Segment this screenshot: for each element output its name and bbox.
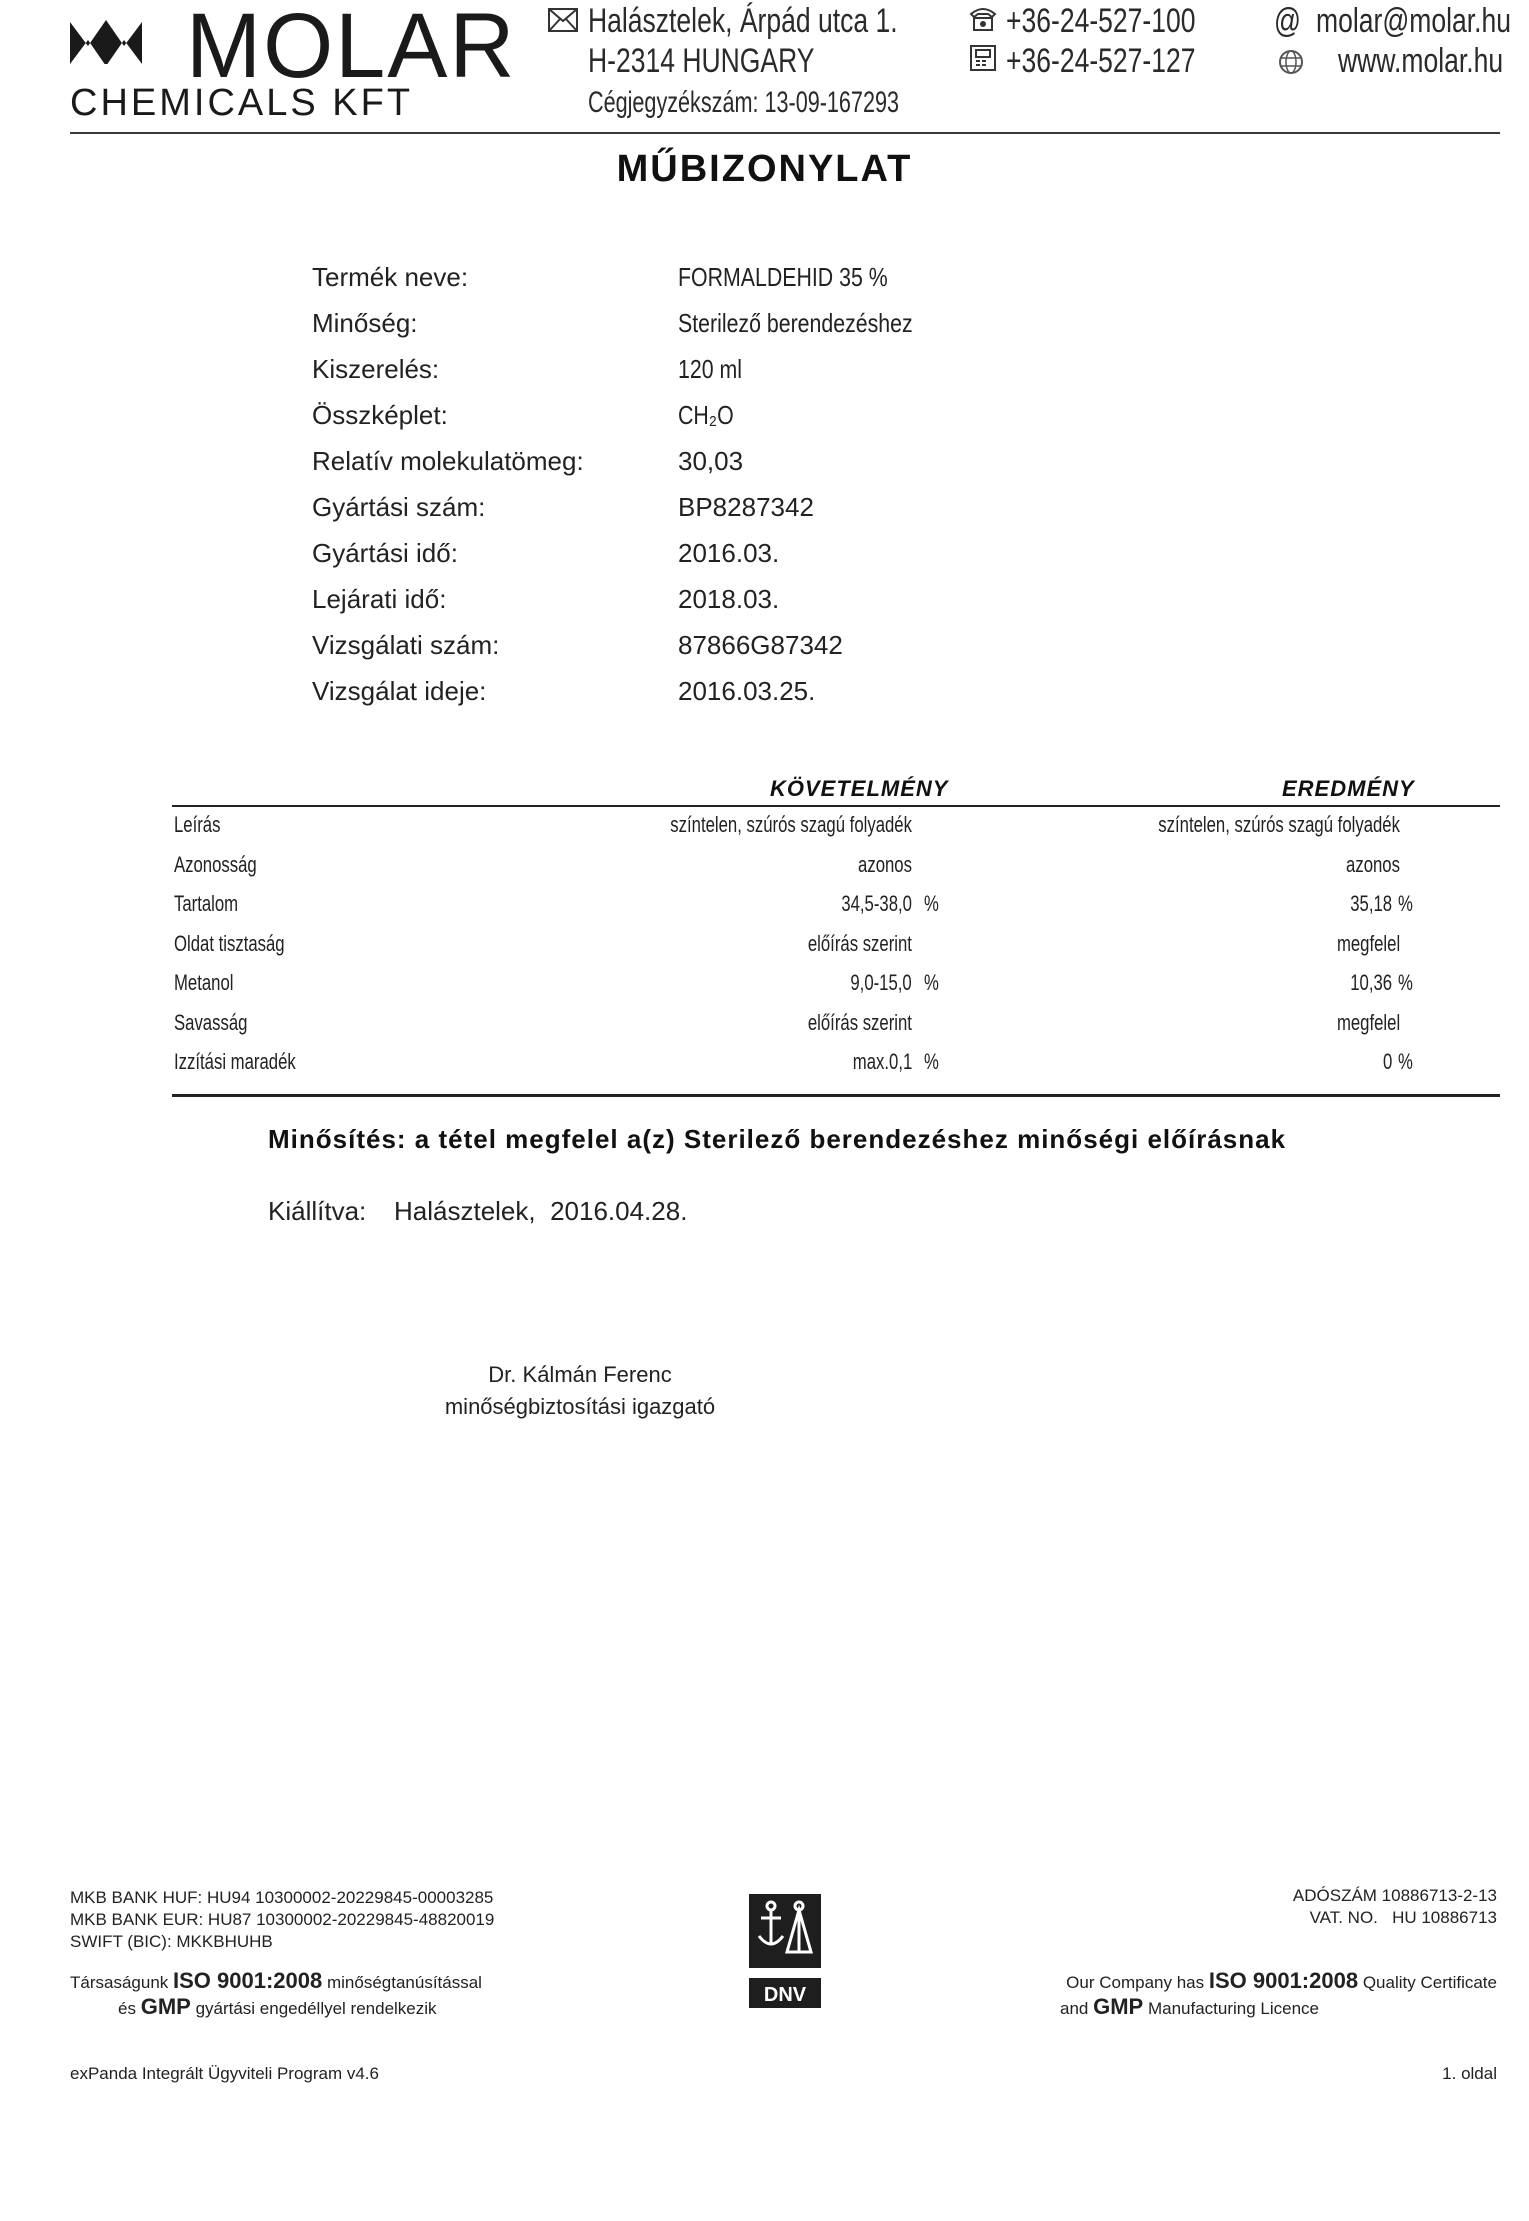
address-line-1: Halásztelek, Árpád utca 1. [588, 2, 898, 40]
row-result: 0 [1382, 1049, 1392, 1074]
table-bottom-rule [172, 1094, 1500, 1097]
row-result: megfelel [1336, 1010, 1400, 1035]
gmp-statement-hu [118, 1994, 437, 2020]
test-date-value: 2016.03.25. [678, 676, 816, 706]
email-address[interactable]: molar@molar.hu [1316, 2, 1511, 40]
tax-id: ADÓSZÁM 10886713-2-13 [1292, 1886, 1497, 1905]
row-requirement: 34,5-38,0 [841, 891, 912, 916]
phone-number: +36-24-527-100 [1006, 2, 1196, 40]
envelope-icon [548, 6, 578, 34]
iso-hu-pre: Társaságunk [70, 1973, 169, 1992]
company-logo-name: MOLAR [186, 0, 517, 97]
row-name: Tartalom [174, 891, 239, 916]
row-name: Leírás [174, 812, 221, 837]
row-result: megfelel [1336, 931, 1400, 956]
row-result-unit: % [1398, 891, 1413, 916]
row-name: Savasság [174, 1010, 248, 1035]
product-name-value: FORMALDEHID 35 % [678, 262, 888, 292]
production-date-label: Gyártási idő: [312, 538, 458, 568]
dnv-mark-text: DNV [763, 1984, 807, 2006]
company-logo-subname: CHEMICALS KFT [70, 82, 414, 124]
iso-hu-post: minőségtanúsítással [326, 1973, 482, 1992]
row-requirement: előírás szerint [807, 1010, 912, 1035]
row-result: 10,36 [1350, 970, 1392, 995]
molecular-weight-value: 30,03 [678, 446, 744, 476]
row-name: Oldat tisztaság [174, 931, 285, 956]
batch-number-value: BP8287342 [678, 492, 814, 522]
expiry-date-value: 2018.03. [678, 584, 780, 614]
row-requirement: azonos [858, 852, 912, 877]
row-name: Azonosság [174, 852, 257, 877]
product-name-label: Termék neve: [312, 262, 469, 292]
dnv-certification-mark [747, 1892, 823, 2010]
gmp-hu-standard: GMP [140, 1994, 191, 2019]
row-name: Metanol [174, 970, 234, 995]
document-title: MŰBIZONYLAT [616, 148, 913, 190]
gmp-en-post: Manufacturing Licence [1147, 1999, 1320, 2018]
result-column-header: EREDMÉNY [1282, 776, 1415, 801]
packaging-label: Kiszerelés: [312, 354, 440, 384]
row-requirement: max.0,1 [852, 1049, 912, 1074]
globe-icon [1276, 48, 1306, 76]
bank-eur: MKB BANK EUR: HU87 10300002-20229845-48820019 [70, 1910, 495, 1929]
production-date-value: 2016.03. [678, 538, 780, 568]
row-requirement: előírás szerint [807, 931, 912, 956]
row-requirement: színtelen, szúrós szagú folyadék [670, 812, 912, 837]
bank-huf: MKB BANK HUF: HU94 10300002-20229845-00003285 [70, 1888, 494, 1907]
row-result: színtelen, szúrós szagú folyadék [1158, 812, 1400, 837]
website-url[interactable]: www.molar.hu [1338, 42, 1504, 80]
row-result: 35,18 [1350, 891, 1392, 916]
telephone-icon [968, 4, 998, 32]
test-number-value: 87866G87342 [678, 630, 843, 660]
issued-place-date: Halásztelek, 2016.04.28. [394, 1196, 688, 1226]
iso-hu-standard: ISO 9001:2008 [173, 1968, 323, 1993]
table-top-rule [172, 805, 1500, 807]
requirement-column-header: KÖVETELMÉNY [770, 776, 949, 801]
quality-value: Sterilező berendezéshez [678, 308, 913, 338]
gmp-hu-pre: és [118, 1999, 136, 2018]
at-sign-icon: @ [1274, 2, 1301, 40]
signer-title: minőségbiztosítási igazgató [444, 1394, 716, 1419]
address-line-2: H-2314 HUNGARY [588, 42, 815, 80]
fax-icon [968, 44, 998, 72]
test-date-label: Vizsgálat ideje: [312, 676, 487, 706]
formula-label: Összképlet: [312, 400, 448, 430]
qualification-statement: Minősítés: a tétel megfelel a(z) Sterilező berendezéshez minőségi előírásnak [268, 1124, 1287, 1154]
gmp-hu-post: gyártási engedéllyel rendelkezik [195, 1999, 437, 2018]
swift-code: SWIFT (BIC): MKKBHUHB [70, 1932, 273, 1951]
page-number: 1. oldal [1442, 2064, 1497, 2083]
gmp-statement-en [1060, 1994, 1319, 2020]
header-divider [70, 132, 1500, 134]
batch-number-label: Gyártási szám: [312, 492, 486, 522]
row-requirement-unit: % [924, 1049, 939, 1074]
gmp-en-standard: GMP [1093, 1994, 1144, 2019]
expiry-date-label: Lejárati idő: [312, 584, 447, 614]
row-result-unit: % [1398, 1049, 1413, 1074]
signer-name: Dr. Kálmán Ferenc [488, 1362, 672, 1387]
gmp-en-pre: and [1060, 1999, 1089, 2018]
formula-value: CH₂O [678, 400, 734, 430]
molecular-weight-label: Relatív molekulatömeg: [312, 446, 584, 476]
iso-en-pre: Our Company has [1066, 1973, 1205, 1992]
test-number-label: Vizsgálati szám: [312, 630, 500, 660]
row-result: azonos [1346, 852, 1400, 877]
row-requirement: 9,0-15,0 [850, 970, 912, 995]
fax-number: +36-24-527-127 [1006, 42, 1196, 80]
iso-statement-hu [70, 1968, 482, 1994]
packaging-value: 120 ml [678, 354, 742, 384]
iso-en-post: Quality Certificate [1362, 1973, 1497, 1992]
issued-label: Kiállítva: [268, 1196, 367, 1226]
company-registration: Cégjegyzékszám: 13-09-167293 [588, 86, 899, 119]
quality-label: Minőség: [312, 308, 418, 338]
software-name: exPanda Integrált Ügyviteli Program v4.6 [70, 2064, 379, 2083]
row-name: Izzítási maradék [174, 1049, 296, 1074]
vat-number: VAT. NO. HU 10886713 [1309, 1908, 1497, 1927]
molar-logo-icon [70, 14, 142, 64]
iso-en-standard: ISO 9001:2008 [1208, 1968, 1359, 1993]
iso-statement-en [1066, 1968, 1497, 1994]
row-result-unit: % [1398, 970, 1413, 995]
row-requirement-unit: % [924, 891, 939, 916]
row-requirement-unit: % [924, 970, 939, 995]
